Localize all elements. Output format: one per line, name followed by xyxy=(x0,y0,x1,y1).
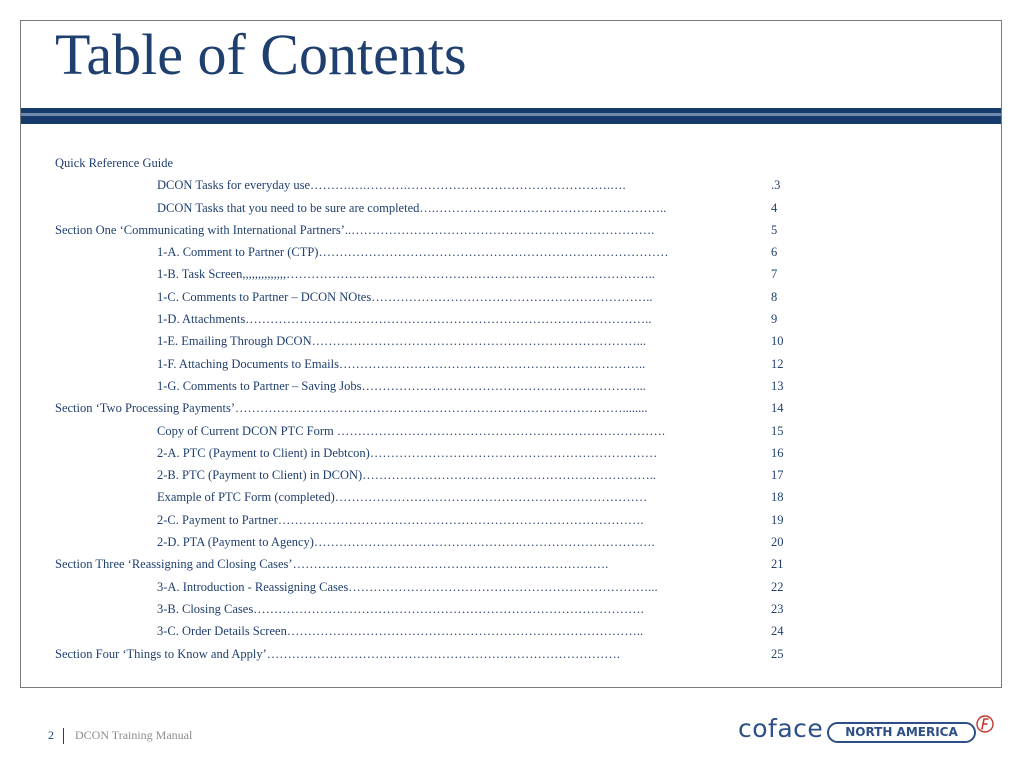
toc-entry-ptc-form-example[interactable] xyxy=(55,486,800,508)
toc-entry-section-three[interactable] xyxy=(55,553,800,575)
toc-entry-text: 3-B. Closing Cases…………………………………………………………………………………. xyxy=(157,601,644,616)
toc-entry-text: Section Three ‘Reassigning and Closing Cases’…………………………………………………………………. xyxy=(55,557,609,572)
toc-entry-page: 8 xyxy=(771,289,778,304)
toc-entry-text: 1-B. Task Screen,,,,,,,,,,,,,,…………………………………………………………………………….. xyxy=(157,267,655,282)
toc-entry-2d[interactable] xyxy=(55,531,800,553)
footer-divider xyxy=(63,728,64,744)
toc-entry-1e[interactable] xyxy=(55,330,800,352)
toc-entry-3a[interactable] xyxy=(55,576,800,598)
toc-entry-page: 17 xyxy=(771,468,784,483)
toc-entry-3b[interactable] xyxy=(55,598,800,620)
toc-entry-section-two[interactable] xyxy=(55,397,800,419)
toc-entry-text: 2-A. PTC (Payment to Client) in Debtcon)…………………………………………………………… xyxy=(157,445,658,460)
toc-entry-section-one[interactable] xyxy=(55,219,800,241)
toc-entry-page: 10 xyxy=(771,334,784,349)
page-title: Table of Contents xyxy=(55,22,467,87)
toc-entry-dcon-tasks-everyday[interactable] xyxy=(55,174,800,196)
toc-entry-text: 1-C. Comments to Partner – DCON NOtes………………………………………………………….. xyxy=(157,289,653,304)
toc-entry-page: 15 xyxy=(771,423,784,438)
toc-entry-page: 18 xyxy=(771,490,784,505)
toc-entry-page: 13 xyxy=(771,378,784,393)
toc-entry-1g[interactable] xyxy=(55,375,800,397)
footer-doc-title: DCON Training Manual xyxy=(75,728,193,742)
toc-entry-page: .3 xyxy=(771,178,781,193)
toc-entry-text: 3-A. Introduction - Reassigning Cases………………………………………………………………... xyxy=(157,579,658,594)
toc-entry-page: 16 xyxy=(771,445,784,460)
toc-entry-page: 5 xyxy=(771,222,778,237)
toc-entry-1c[interactable] xyxy=(55,286,800,308)
toc-entry-dcon-tasks-completed[interactable] xyxy=(55,197,800,219)
toc-entry-text: 1-A. Comment to Partner (CTP)………………………………………………………………………… xyxy=(157,245,669,260)
toc-entry-quick-reference-guide[interactable] xyxy=(55,152,800,174)
toc-entry-page: 24 xyxy=(771,624,784,639)
coface-logo xyxy=(738,712,1000,752)
toc-entry-text: Section One ‘Communicating with International Partners’..………………………………………………………………. xyxy=(55,222,655,237)
toc-entry-page: 7 xyxy=(771,267,778,282)
toc-entry-text: 1-G. Comments to Partner – Saving Jobs…………………………………………………………... xyxy=(157,378,646,393)
toc-entry-page: 6 xyxy=(771,245,778,260)
toc-entry-page: 9 xyxy=(771,312,778,327)
toc-entry-2b[interactable] xyxy=(55,464,800,486)
toc-entry-page: 12 xyxy=(771,356,784,371)
toc-entry-page: 4 xyxy=(771,200,778,215)
toc-entry-page: 21 xyxy=(771,557,784,572)
toc-entry-page: 22 xyxy=(771,579,784,594)
toc-entry-text: 1-F. Attaching Documents to Emails……………………………………………………………….. xyxy=(157,356,646,371)
toc-entry-text: Section ‘Two Processing Payments’…………………………………………………………………………………........ xyxy=(55,401,648,416)
toc-entry-1a[interactable] xyxy=(55,241,800,263)
toc-entry-1f[interactable] xyxy=(55,353,800,375)
toc-entry-text: 3-C. Order Details Screen………………………………………………………………………….. xyxy=(157,624,644,639)
toc-entry-text: Example of PTC Form (completed)………………………………………………………………… xyxy=(157,490,648,505)
logo-wordmark: coface xyxy=(738,714,824,743)
toc-entry-page: 23 xyxy=(771,601,784,616)
toc-entry-page: 19 xyxy=(771,512,784,527)
logo-mark-icon xyxy=(975,714,995,734)
toc-entry-page: 20 xyxy=(771,535,784,550)
toc-entry-2a[interactable] xyxy=(55,442,800,464)
toc-entry-ptc-form-copy[interactable] xyxy=(55,420,800,442)
toc-entry-1d[interactable] xyxy=(55,308,800,330)
header-band-bottom xyxy=(21,116,1001,124)
toc-entry-text: 1-E. Emailing Through DCON……………………………………………………………………... xyxy=(157,334,646,349)
logo-badge: NORTH AMERICA xyxy=(827,722,976,743)
toc-entry-text: 2-D. PTA (Payment to Agency)………………………………………………………………………. xyxy=(157,535,655,550)
toc-entry-2c[interactable] xyxy=(55,509,800,531)
toc-entry-text: Section Four ‘Things to Know and Apply’…………………………………………………………………………. xyxy=(55,646,620,661)
toc-entry-text: 2-B. PTC (Payment to Client) in DCON)…………………………………………………………….. xyxy=(157,468,656,483)
table-of-contents xyxy=(55,152,800,665)
toc-entry-text: Copy of Current DCON PTC Form ……………………………………………………………………. xyxy=(157,423,665,438)
footer-page-number: 2 xyxy=(48,728,54,742)
toc-entry-page: 14 xyxy=(771,401,784,416)
toc-entry-text: DCON Tasks that you need to be sure are completed….……………………………………………….. xyxy=(157,200,667,215)
toc-entry-text: Quick Reference Guide xyxy=(55,156,173,170)
toc-entry-text: DCON Tasks for everyday use……….….……….………………………………………….…. xyxy=(157,178,626,193)
toc-entry-page: 25 xyxy=(771,646,784,661)
toc-entry-text: 1-D. Attachments…………………………………………………………………………………….. xyxy=(157,312,652,327)
toc-entry-section-four[interactable] xyxy=(55,643,800,665)
toc-entry-1b[interactable] xyxy=(55,263,800,285)
toc-entry-3c[interactable] xyxy=(55,620,800,642)
toc-entry-text: 2-C. Payment to Partner……………………………………………………………………………. xyxy=(157,512,644,527)
